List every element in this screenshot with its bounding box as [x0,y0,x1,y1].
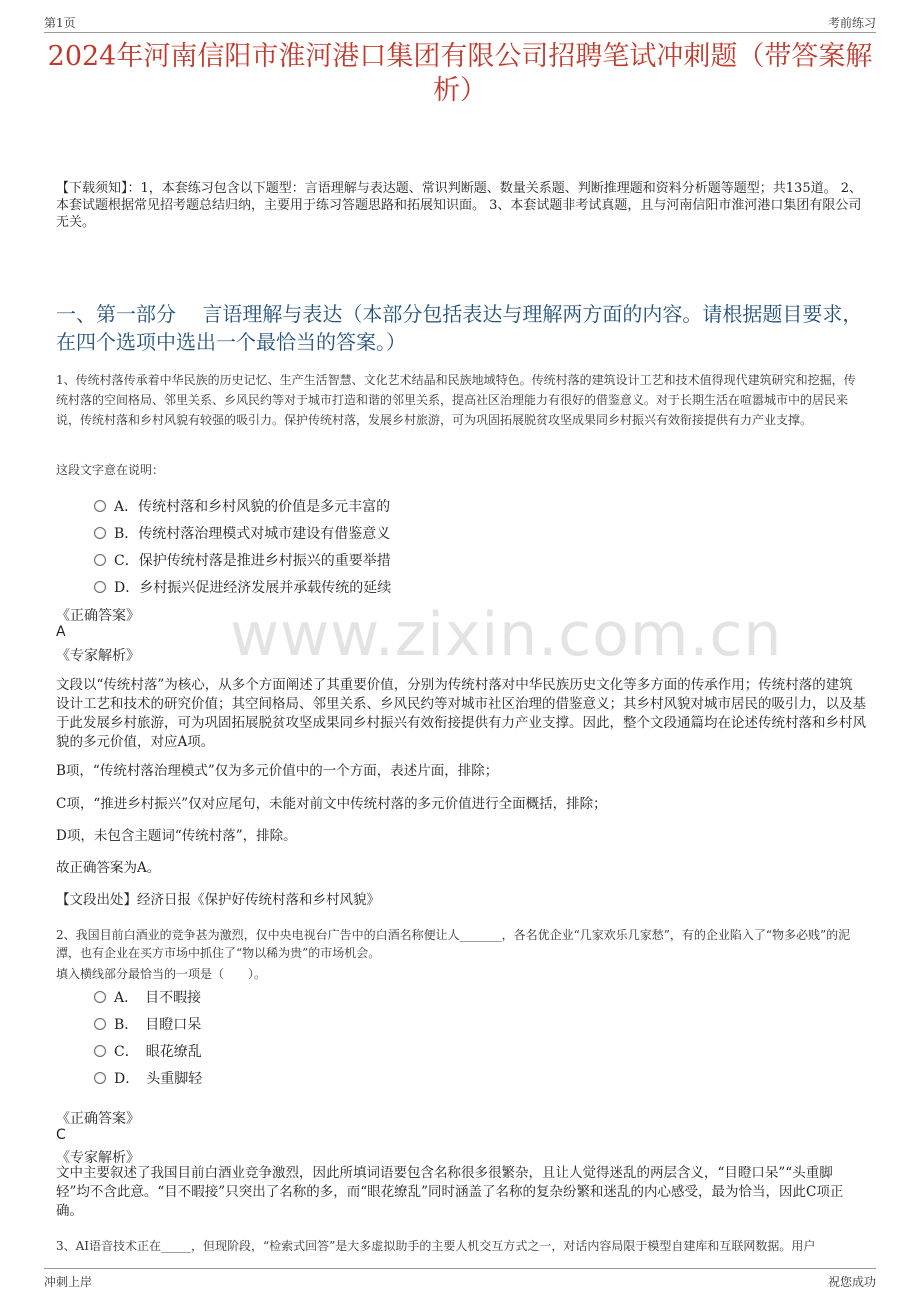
q1-analysis-b: B项，“传统村落治理模式”仅为多元价值中的一个方面，表述片面，排除； [56,763,499,779]
q2-analysis: 文中主要叙述了我国目前白酒业竞争激烈，因此所填词语要包含名称很多很繁杂，且让人觉得迷乱的两层含义，“目瞪口呆”“头重脚轻”均不含此意。“目不暇接”只突出了名称的多，而“眼花缭乱”同时涵盖了名称的复杂纷繁和迷乱的内心感受，最为恰当，因此C项正确。 [56,1165,844,1219]
q1-source: 【文段出处】经济日报《保护好传统村落和乡村风貌》 [56,892,380,908]
q1-stem: 1、传统村落传承着中华民族的历史记忆、生产生活智慧、文化艺术结晶和民族地域特色。传统村落的建筑设计工艺和技术值得现代建筑研究和挖掘，传统村落的空间格局、邻里关系、乡风民约等对于城市打造和谐的邻里关系，提高社区治理能力有很好的借鉴意义。对于长期生活在喧嚣城市中的居民来说，传统村落和乡村风貌有较强的吸引力。保护传统村落，发展乡村旅游，可为巩固拓展脱贫攻坚成果同乡村振兴有效衔接提供有力产业支撑。 [56,373,856,427]
header-right-label: 考前练习 [827,16,876,30]
q1-option-b[interactable] [94,523,390,545]
option-label: A． 目不暇接 [114,990,202,1006]
option-label: B．传统村落治理模式对城市建设有借鉴意义 [114,526,391,542]
q2-answer: C [56,1127,66,1143]
q1-answer: A [56,624,66,640]
option-label: D． 头重脚轻 [114,1071,203,1087]
document-title: 2024年河南信阳市淮河港口集团有限公司招聘笔试冲刺题（带答案解析） [47,41,873,106]
radio-icon[interactable] [94,500,106,512]
q2-option-a[interactable] [94,987,201,1009]
radio-icon[interactable] [94,1072,106,1084]
radio-icon[interactable] [94,991,106,1003]
q2-analysis-label: 《专家解析》 [56,1150,140,1166]
page-header [44,12,876,33]
watermark: www.zixin.com.cn [230,600,783,670]
q2-option-b[interactable] [94,1014,201,1036]
page-footer [44,1268,876,1293]
q2-option-d[interactable] [94,1068,202,1090]
q1-answer-label: 《正确答案》 [56,608,140,624]
radio-icon[interactable] [94,527,106,539]
q1-option-c[interactable] [94,550,391,572]
page-number: 第1页 [44,16,76,30]
option-label: D．乡村振兴促进经济发展并承载传统的延续 [114,580,392,596]
q1-option-d[interactable] [94,577,391,599]
option-label: C．保护传统村落是推进乡村振兴的重要举措 [114,553,391,569]
footer-right-label: 祝您成功 [827,1275,876,1289]
download-notice: 【下载须知】：1，本套练习包含以下题型：言语理解与表达题、常识判断题、数量关系题、判断推理题和资料分析题等题型；共135道。 2、本套试题根据常见招考题总结归纳，主要用于练习答题思路和拓展知识面。 3、本套试题非考试真题，且与河南信阳市淮河港口集团有限公司无关。 [56,181,862,230]
q1-ask: 这段文字意在说明： [56,463,165,477]
footer-left-label: 冲刺上岸 [44,1275,93,1289]
q2-stem: 2、我国目前白酒业的竞争甚为激烈，仅中央电视台广告中的白酒名称便让人_______，各名优企业“几家欢乐几家愁”，有的企业陷入了“物多必贱”的泥潭，也有企业在买方市场中抓住了“物以稀为贵”的市场机会。 [56,928,851,960]
q1-analysis-c: C项，“推进乡村振兴”仅对应尾句，未能对前文中传统村落的多元价值进行全面概括，排除； [56,796,607,812]
q1-analysis-d: D项，未包含主题词“传统村落”，排除。 [56,828,297,844]
q2-option-c[interactable] [94,1041,202,1063]
q1-option-a[interactable] [94,496,390,518]
option-label: C． 眼花缭乱 [114,1044,202,1060]
q3-stem: 3、AI语音技术正在_____，但现阶段，“检索式回答”是大多虚拟助手的主要人机交互方式之一，对话内容局限于模型自建库和互联网数据。用户 [56,1239,816,1253]
section-title: 一、第一部分 言语理解与表达（本部分包括表达与理解两方面的内容。请根据题目要求，在四个选项中选出一个最恰当的答案。） [56,302,863,354]
option-label: B． 目瞪口呆 [114,1017,202,1033]
radio-icon[interactable] [94,1045,106,1057]
q1-analysis-conclusion: 故正确答案为A。 [56,860,161,876]
option-label: A．传统村落和乡村风貌的价值是多元丰富的 [114,499,391,515]
radio-icon[interactable] [94,554,106,566]
q1-analysis-label: 《专家解析》 [56,648,140,664]
q2-answer-label: 《正确答案》 [56,1111,140,1127]
q2-ask: 填入横线部分最恰当的一项是（ ）。 [56,967,267,981]
radio-icon[interactable] [94,1018,106,1030]
q1-analysis-main: 文段以“传统村落”为核心，从多个方面阐述了其重要价值，分别为传统村落对中华民族历史文化等多方面的传承作用；传统村落的建筑设计工艺和技术的研究价值；其空间格局、邻里关系、乡风民约等对城市社区治理的借鉴意义；其乡村风貌对城市居民的吸引力，以及基于此发展乡村旅游，可为巩固拓展脱贫攻坚成果同乡村振兴有效衔接提供有力产业支撑。因此，整个文段通篇均在论述传统村落和乡村风貌的多元价值，对应A项。 [56,677,866,750]
radio-icon[interactable] [94,581,106,593]
